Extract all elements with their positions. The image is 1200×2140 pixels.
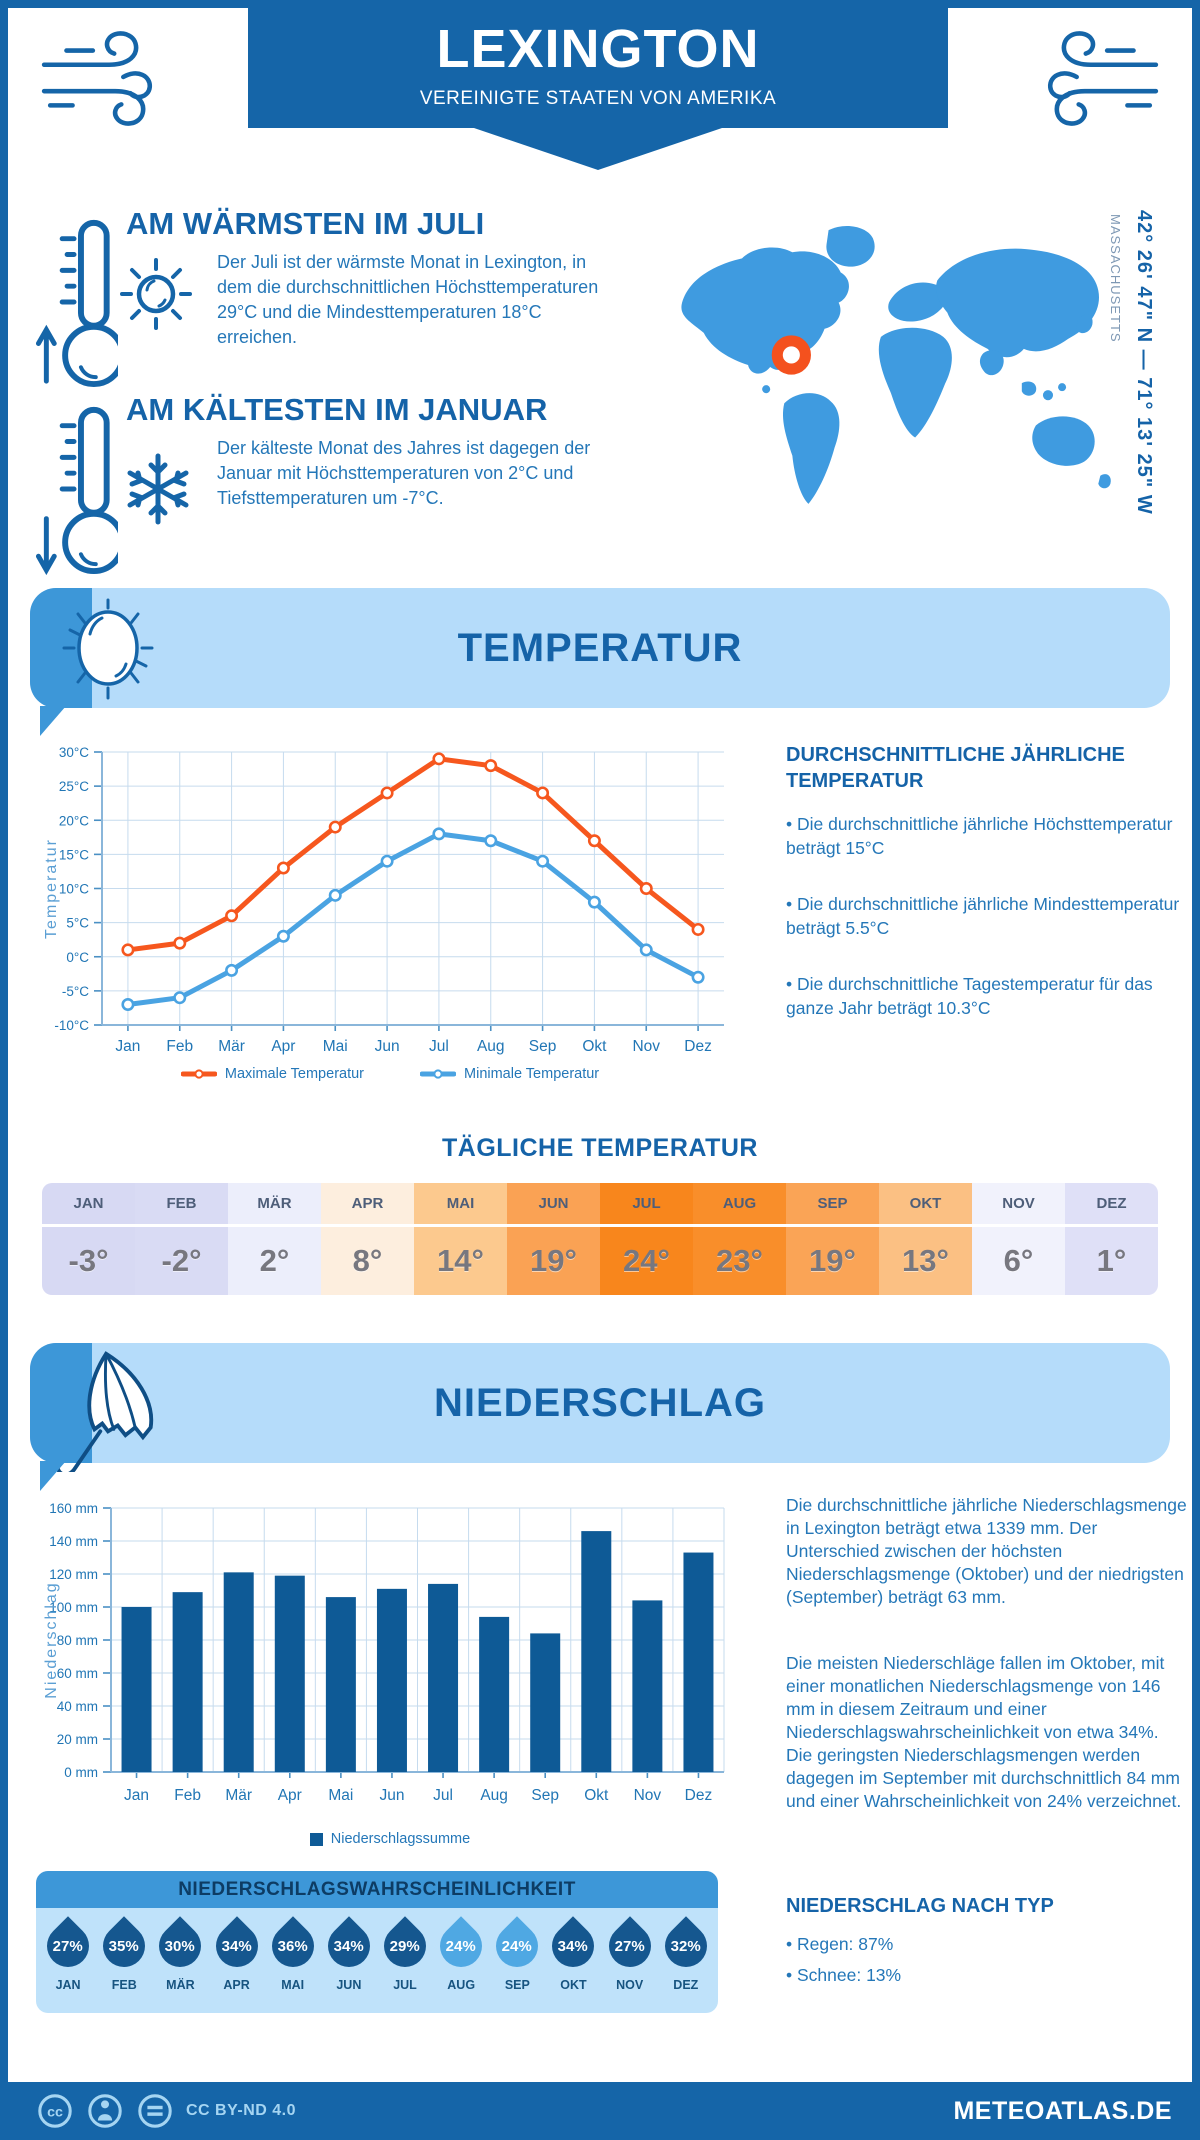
cold-text: Der kälteste Monat des Jahres ist dagegen der Januar mit Höchsttemperaturen von 2°C und Tiefsttemperaturen um -7°C. bbox=[217, 438, 591, 508]
page-title: LEXINGTON bbox=[436, 19, 760, 79]
droplet-shape bbox=[375, 1916, 434, 1975]
probability-value: 32% bbox=[670, 1937, 701, 1955]
daily-temp-month: DEZ bbox=[1065, 1183, 1158, 1227]
droplet-icon bbox=[603, 1908, 657, 1974]
probability-slot bbox=[659, 1908, 713, 1992]
probability-slot bbox=[378, 1908, 432, 1992]
svg-text:Dez: Dez bbox=[684, 1787, 713, 1804]
svg-text:Jun: Jun bbox=[374, 1038, 400, 1055]
droplet-icon bbox=[378, 1908, 432, 1974]
svg-text:Jul: Jul bbox=[429, 1038, 449, 1055]
droplet-icon bbox=[41, 1908, 95, 1974]
svg-text:140 mm: 140 mm bbox=[49, 1534, 98, 1549]
droplet-shape bbox=[544, 1916, 603, 1975]
svg-text:10°C: 10°C bbox=[58, 881, 89, 897]
svg-text:Feb: Feb bbox=[166, 1038, 194, 1055]
map-region: MASSACHUSETTS bbox=[1108, 214, 1123, 343]
droplet-icon bbox=[490, 1908, 544, 1974]
precipitation-chart-legend bbox=[40, 1831, 740, 1847]
daily-temp-column bbox=[42, 1183, 135, 1295]
probability-value: 24% bbox=[502, 1937, 533, 1955]
probability-slot bbox=[41, 1908, 95, 1992]
bullet-rain: • Regen: 87% bbox=[786, 1934, 894, 1954]
svg-text:Apr: Apr bbox=[277, 1787, 302, 1804]
probability-slot bbox=[210, 1908, 264, 1992]
legend-item bbox=[181, 1066, 364, 1082]
daily-temp-value: 23° bbox=[716, 1243, 763, 1278]
precip-type-bullets bbox=[786, 1932, 1188, 1994]
daily-temp-value: 1° bbox=[1096, 1243, 1127, 1278]
legend-label: Minimale Temperatur bbox=[464, 1066, 600, 1082]
svg-text:Jan: Jan bbox=[124, 1787, 150, 1804]
probability-month: JUN bbox=[336, 1978, 362, 1992]
warm-text: Der Juli ist der wärmste Monat in Lexington, in dem die durchschnittlichen Höchsttemperaturen 29°C und die Mindesttemperaturen 18°C erreichen. bbox=[217, 252, 599, 347]
probability-month: APR bbox=[223, 1978, 250, 1992]
daily-temp-column bbox=[600, 1183, 693, 1295]
svg-text:Mai: Mai bbox=[328, 1787, 354, 1804]
legend-label: Niederschlagssumme bbox=[330, 1831, 471, 1847]
droplet-icon bbox=[434, 1908, 488, 1974]
svg-text:100 mm: 100 mm bbox=[49, 1600, 98, 1615]
umbrella-icon bbox=[46, 1346, 172, 1472]
svg-text:cc: cc bbox=[47, 2104, 63, 2121]
droplet-icon bbox=[546, 1908, 600, 1974]
droplet-icon bbox=[153, 1908, 207, 1974]
daily-temp-month: JUN bbox=[507, 1183, 600, 1227]
cc-by-icon bbox=[86, 2092, 124, 2130]
svg-text:-10°C: -10°C bbox=[54, 1018, 89, 1033]
droplet-icon bbox=[210, 1908, 264, 1974]
svg-text:Feb: Feb bbox=[174, 1787, 201, 1804]
world-map bbox=[666, 206, 1122, 518]
svg-text:Mai: Mai bbox=[322, 1038, 348, 1055]
section-banner-temperature bbox=[30, 588, 1170, 708]
daily-temp-month: JUL bbox=[600, 1183, 693, 1227]
svg-text:Jan: Jan bbox=[115, 1038, 141, 1055]
svg-text:-5°C: -5°C bbox=[61, 983, 89, 999]
droplet-icon bbox=[266, 1908, 320, 1974]
probability-slot bbox=[490, 1908, 544, 1992]
probability-month: FEB bbox=[111, 1978, 137, 1992]
bullet-max-temp: • Die durchschnittliche jährliche Höchsttemperatur beträgt 15°C bbox=[786, 814, 1173, 858]
bullet-day-temp: • Die durchschnittliche Tagestemperatur für das ganze Jahr beträgt 10.3°C bbox=[786, 974, 1153, 1018]
precip-probability-panel bbox=[36, 1871, 718, 2013]
probability-value: 35% bbox=[109, 1937, 140, 1955]
probability-value: 34% bbox=[333, 1937, 364, 1955]
bullet-min-temp: • Die durchschnittliche jährliche Mindesttemperatur beträgt 5.5°C bbox=[786, 894, 1180, 938]
daily-temp-month: JAN bbox=[42, 1183, 135, 1227]
daily-temp-month: AUG bbox=[693, 1183, 786, 1227]
daily-temp-value: 2° bbox=[259, 1243, 290, 1278]
daily-temp-column bbox=[879, 1183, 972, 1295]
legend-label: Maximale Temperatur bbox=[224, 1066, 365, 1082]
daily-temp-value: 19° bbox=[809, 1243, 856, 1278]
svg-text:Dez: Dez bbox=[684, 1038, 712, 1055]
probability-slot bbox=[546, 1908, 600, 1992]
cc-license-icons bbox=[36, 2092, 174, 2130]
probability-value: 34% bbox=[221, 1937, 252, 1955]
daily-temp-value: 14° bbox=[437, 1243, 484, 1278]
probability-slot bbox=[603, 1908, 657, 1992]
cold-title: AM KÄLTESTEN IM JANUAR bbox=[126, 392, 548, 427]
precip-type-heading: NIEDERSCHLAG NACH TYP bbox=[786, 1895, 1054, 1917]
temperature-chart-legend bbox=[40, 1066, 740, 1082]
svg-text:Nov: Nov bbox=[632, 1038, 661, 1055]
annual-temperature-heading: DURCHSCHNITTLICHE JÄHRLICHE TEMPERATUR bbox=[786, 744, 1125, 792]
svg-text:Okt: Okt bbox=[582, 1038, 607, 1055]
svg-text:20°C: 20°C bbox=[58, 813, 89, 829]
license-label: CC BY-ND 4.0 bbox=[186, 2102, 297, 2119]
probability-month: JAN bbox=[55, 1978, 81, 1992]
daily-temp-value: 13° bbox=[902, 1243, 949, 1278]
daily-temp-month: SEP bbox=[786, 1183, 879, 1227]
svg-text:30°C: 30°C bbox=[58, 745, 89, 760]
thermometer-warm-icon bbox=[36, 213, 118, 391]
annual-temperature-bullets bbox=[786, 812, 1186, 1052]
droplet-shape bbox=[488, 1916, 547, 1975]
precip-probability-drops bbox=[36, 1908, 718, 2013]
location-marker bbox=[777, 341, 805, 369]
svg-text:0°C: 0°C bbox=[66, 949, 89, 965]
daily-temp-month: FEB bbox=[135, 1183, 228, 1227]
temperature-line-chart bbox=[40, 725, 740, 1057]
svg-text:Jun: Jun bbox=[379, 1787, 405, 1804]
probability-month: DEZ bbox=[673, 1978, 699, 1992]
daily-temp-month: APR bbox=[321, 1183, 414, 1227]
daily-temp-month: MÄR bbox=[228, 1183, 321, 1227]
droplet-shape bbox=[431, 1916, 490, 1975]
legend-item bbox=[310, 1831, 470, 1847]
cc-nd-icon bbox=[136, 2092, 174, 2130]
droplet-shape bbox=[38, 1916, 97, 1975]
daily-temp-value: 6° bbox=[1003, 1243, 1034, 1278]
section-banner-precipitation bbox=[30, 1343, 1170, 1463]
svg-text:Sep: Sep bbox=[531, 1787, 560, 1804]
page-subtitle: VEREINIGTE STAATEN VON AMERIKA bbox=[419, 88, 777, 109]
svg-text:20 mm: 20 mm bbox=[56, 1732, 98, 1747]
probability-month: SEP bbox=[504, 1978, 530, 1992]
daily-temp-column bbox=[321, 1183, 414, 1295]
probability-value: 27% bbox=[53, 1937, 84, 1955]
probability-slot bbox=[153, 1908, 207, 1992]
svg-text:120 mm: 120 mm bbox=[49, 1567, 98, 1582]
legend-swatch bbox=[310, 1833, 323, 1846]
droplet-shape bbox=[656, 1916, 715, 1975]
droplet-icon bbox=[97, 1908, 151, 1974]
daily-temp-column bbox=[693, 1183, 786, 1295]
probability-slot bbox=[97, 1908, 151, 1992]
sun-icon bbox=[116, 248, 196, 340]
droplet-icon bbox=[659, 1908, 713, 1974]
section-title-temperature: TEMPERATUR bbox=[457, 625, 743, 670]
precip-paragraph-2: Die meisten Niederschläge fallen im Oktober, mit einer monatlichen Niederschlagsmenge von 146 mm in diesem Zeitraum und einer Niederschlagswahrscheinlichkeit von etwa 34%. Die geringsten Niederschlagsmengen werden dagegen im September mit durchschnittlich 84 mm und einer Wahrscheinlichkeit von 24% verzeichnet. bbox=[786, 1653, 1182, 1811]
probability-value: 27% bbox=[614, 1937, 645, 1955]
svg-text:Niederschlag: Niederschlag bbox=[43, 1581, 60, 1699]
probability-month: JUL bbox=[393, 1978, 417, 1992]
probability-month: MAI bbox=[281, 1978, 305, 1992]
droplet-shape bbox=[263, 1916, 322, 1975]
daily-temp-column bbox=[786, 1183, 879, 1295]
daily-temp-column bbox=[228, 1183, 321, 1295]
probability-value: 36% bbox=[277, 1937, 308, 1955]
daily-temp-column bbox=[135, 1183, 228, 1295]
probability-month: MÄR bbox=[166, 1978, 195, 1992]
warm-title: AM WÄRMSTEN IM JULI bbox=[126, 206, 485, 241]
droplet-shape bbox=[151, 1916, 210, 1975]
header-ribbon bbox=[248, 0, 948, 128]
daily-temp-value: -2° bbox=[161, 1243, 202, 1278]
wind-icon bbox=[36, 24, 168, 136]
daily-temperature-title: TÄGLICHE TEMPERATUR bbox=[442, 1134, 758, 1162]
daily-temp-column bbox=[507, 1183, 600, 1295]
sun-banner-icon bbox=[56, 596, 166, 704]
daily-temperature-table bbox=[42, 1183, 1158, 1295]
precipitation-bar-chart bbox=[40, 1466, 740, 1818]
bullet-snow: • Schnee: 13% bbox=[786, 1965, 902, 1985]
probability-slot bbox=[266, 1908, 320, 1992]
svg-text:60 mm: 60 mm bbox=[56, 1666, 98, 1681]
daily-temp-column bbox=[414, 1183, 507, 1295]
svg-text:15°C: 15°C bbox=[58, 847, 89, 863]
svg-text:40 mm: 40 mm bbox=[56, 1699, 98, 1714]
svg-text:Apr: Apr bbox=[271, 1038, 296, 1055]
wind-icon bbox=[1032, 24, 1164, 136]
probability-value: 34% bbox=[558, 1937, 589, 1955]
daily-temp-column bbox=[1065, 1183, 1158, 1295]
map-coordinates: 42° 26' 47" N — 71° 13' 25" W bbox=[1133, 210, 1155, 515]
svg-text:0 mm: 0 mm bbox=[64, 1765, 98, 1780]
cc-icon bbox=[36, 2092, 74, 2130]
svg-text:Aug: Aug bbox=[476, 1038, 505, 1055]
section-title-precipitation: NIEDERSCHLAG bbox=[433, 1380, 767, 1425]
droplet-shape bbox=[600, 1916, 659, 1975]
daily-temp-value: 24° bbox=[623, 1243, 670, 1278]
svg-text:80 mm: 80 mm bbox=[56, 1633, 98, 1648]
daily-temp-column bbox=[972, 1183, 1065, 1295]
droplet-shape bbox=[95, 1916, 154, 1975]
svg-text:Nov: Nov bbox=[633, 1787, 662, 1804]
svg-text:Mär: Mär bbox=[218, 1038, 245, 1055]
daily-temp-month: NOV bbox=[972, 1183, 1065, 1227]
svg-text:Aug: Aug bbox=[480, 1787, 508, 1804]
svg-text:Mär: Mär bbox=[225, 1787, 253, 1804]
daily-temp-value: -3° bbox=[68, 1243, 109, 1278]
probability-slot bbox=[434, 1908, 488, 1992]
footer-bar bbox=[0, 2082, 1200, 2140]
probability-month: OKT bbox=[560, 1978, 587, 1992]
probability-month: NOV bbox=[616, 1978, 644, 1992]
daily-temp-month: MAI bbox=[414, 1183, 507, 1227]
svg-text:25°C: 25°C bbox=[58, 779, 89, 795]
svg-text:Temperatur: Temperatur bbox=[43, 838, 60, 939]
precip-probability-title: NIEDERSCHLAGSWAHRSCHEINLICHKEIT bbox=[36, 1871, 718, 1908]
probability-value: 29% bbox=[390, 1937, 421, 1955]
svg-text:Sep: Sep bbox=[528, 1038, 557, 1055]
probability-value: 30% bbox=[165, 1937, 196, 1955]
droplet-icon bbox=[322, 1908, 376, 1974]
svg-text:160 mm: 160 mm bbox=[49, 1501, 98, 1516]
probability-slot bbox=[322, 1908, 376, 1992]
probability-month: AUG bbox=[447, 1978, 476, 1992]
droplet-shape bbox=[207, 1916, 266, 1975]
daily-temp-value: 8° bbox=[352, 1243, 383, 1278]
site-name: METEOATLAS.DE bbox=[953, 2096, 1172, 2125]
svg-text:Jul: Jul bbox=[433, 1787, 453, 1804]
daily-temp-value: 19° bbox=[530, 1243, 577, 1278]
droplet-shape bbox=[319, 1916, 378, 1975]
probability-value: 24% bbox=[446, 1937, 477, 1955]
legend-item bbox=[420, 1066, 599, 1082]
precip-paragraph-1: Die durchschnittliche jährliche Niederschlagsmenge in Lexington beträgt etwa 1339 mm. Der Unterschied zwischen der höchsten Niederschlagsmenge (Oktober) und der niedrigsten (September) beträgt 63 mm. bbox=[786, 1495, 1187, 1607]
daily-temp-month: OKT bbox=[879, 1183, 972, 1227]
snowflake-icon bbox=[118, 446, 198, 532]
svg-text:5°C: 5°C bbox=[66, 915, 89, 931]
svg-text:Okt: Okt bbox=[584, 1787, 609, 1804]
thermometer-cold-icon bbox=[36, 400, 118, 578]
